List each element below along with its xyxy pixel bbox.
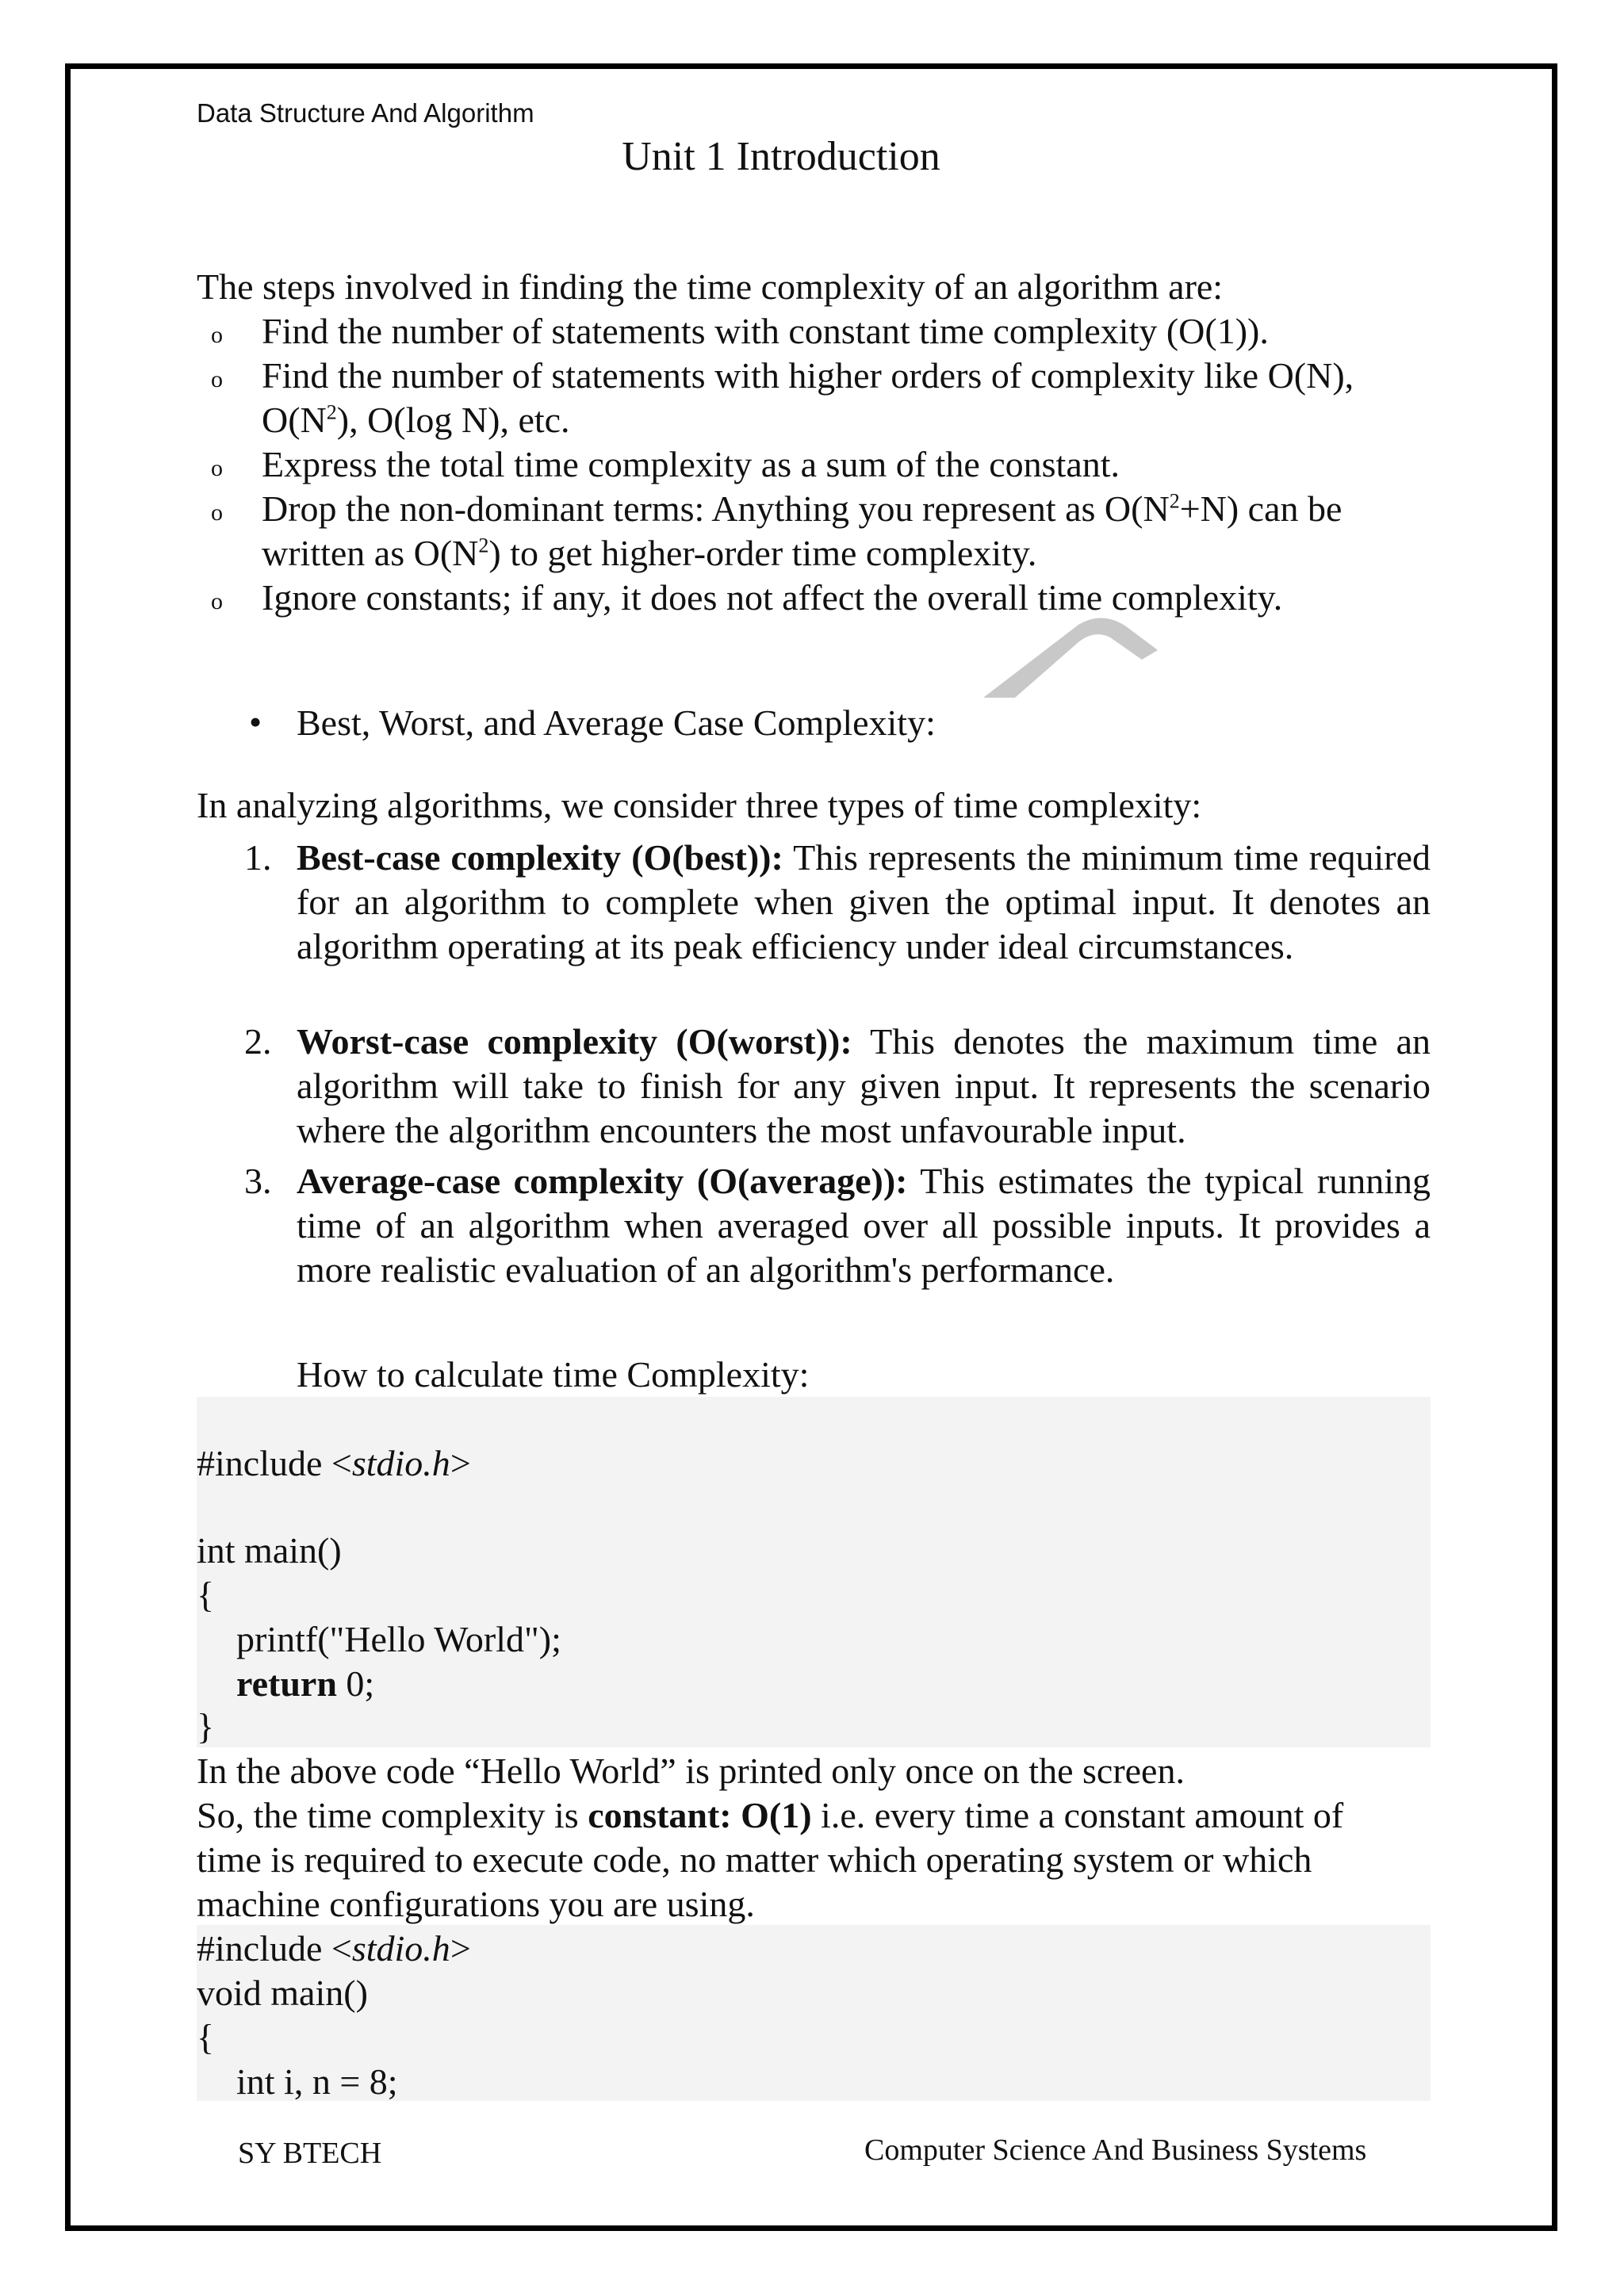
code-line-include: #include <stdio.h> xyxy=(197,1928,471,1969)
code-line-include: #include <stdio.h> xyxy=(197,1443,471,1483)
course-header: Data Structure And Algorithm xyxy=(197,98,534,128)
footer-left: SY BTECH xyxy=(238,2137,382,2170)
list-marker: o xyxy=(211,455,223,481)
step-item-continued: written as $O(N^2)$ to get higher-order time complexity. xyxy=(262,533,1037,573)
page-title: Unit 1 Introduction xyxy=(622,134,940,179)
code-line-printf: printf("Hello World"); xyxy=(236,1619,561,1659)
code-line-brace: { xyxy=(197,1575,215,1615)
bullet-icon: • xyxy=(249,702,262,742)
case-item-average: Average-case complexity (O(average)): This estimates the typical running time of an algorithm when averaged over all possible inputs. It provides a more realistic evaluation of an algorithm's performance. xyxy=(297,1161,1431,1290)
list-marker: o xyxy=(211,499,223,526)
steps-intro: The steps involved in finding the time complexity of an algorithm are: xyxy=(197,266,1224,307)
step-item: Find the number of statements with constant time complexity (O(1)). xyxy=(262,311,1269,351)
list-number: 3. xyxy=(244,1161,272,1201)
code-line-main: int main() xyxy=(197,1530,342,1571)
code-line-decl: int i, n = 8; xyxy=(236,2061,398,2102)
calc-heading: How to calculate time Complexity: xyxy=(297,1354,810,1395)
explain-line: In the above code “Hello World” is printed only once on the screen. xyxy=(197,1751,1185,1791)
case-item-best: Best-case complexity (O(best)): This represents the minimum time required for an algorithm to complete when given the optimal input. It denotes an algorithm operating at its peak efficiency under ideal circumstances. xyxy=(297,837,1431,966)
code-line-brace: { xyxy=(197,2017,215,2057)
step-item: Find the number of statements with higher orders of complexity like O(N), xyxy=(262,355,1354,396)
cases-intro: In analyzing algorithms, we consider three types of time complexity: xyxy=(197,785,1202,825)
list-marker: o xyxy=(211,322,223,348)
step-item: Drop the non-dominant terms: Anything you represent as $O(N^2+N)$ can be xyxy=(262,488,1342,529)
explain-line: machine configurations you are using. xyxy=(197,1884,755,1924)
list-number: 2. xyxy=(244,1021,272,1062)
list-marker: o xyxy=(211,366,223,392)
code-line-return: return 0; xyxy=(236,1663,375,1704)
step-item: Ignore constants; if any, it does not affect the overall time complexity. xyxy=(262,577,1283,618)
case-item-worst: Worst-case complexity (O(worst)): This denotes the maximum time an algorithm will take to finish for any given input. It represents the scenario where the algorithm encounters the most unfavourable input. xyxy=(297,1021,1431,1150)
watermark-arc xyxy=(983,610,1189,706)
section-heading: Best, Worst, and Average Case Complexity: xyxy=(297,702,936,743)
list-marker: o xyxy=(211,588,223,614)
explain-line: time is required to execute code, no matter which operating system or which xyxy=(197,1839,1312,1880)
footer-right: Computer Science And Business Systems xyxy=(864,2133,1367,2167)
code-line-main: void main() xyxy=(197,1973,368,2013)
list-number: 1. xyxy=(244,837,272,878)
step-item-continued: $O(N^2)$, O(log N), etc. xyxy=(262,400,570,440)
explain-line: So, the time complexity is constant: O(1) i.e. every time a constant amount of xyxy=(197,1795,1344,1835)
step-item: Express the total time complexity as a sum of the constant. xyxy=(262,444,1120,484)
code-line-brace: } xyxy=(197,1706,215,1747)
